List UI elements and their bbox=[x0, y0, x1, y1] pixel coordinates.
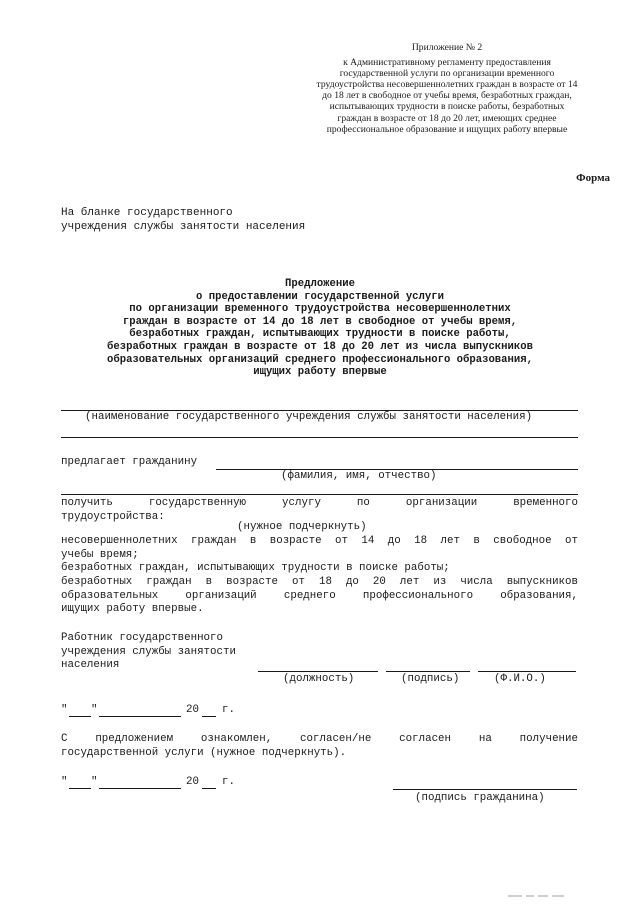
worker-label bbox=[61, 632, 236, 673]
date2-year-field[interactable] bbox=[202, 788, 216, 789]
title-line: по организации временного трудоустройства несовершеннолетних bbox=[129, 303, 511, 316]
date2-year-suffix: г. bbox=[222, 776, 235, 788]
footer-mark bbox=[508, 893, 578, 899]
appendix-line: трудоустройства несовершеннолетних граждан в возрасте от 14 bbox=[316, 79, 578, 91]
service-option-2[interactable]: безработных граждан, испытывающих трудности в поиске работы; bbox=[61, 562, 450, 574]
worker-position-field[interactable] bbox=[258, 671, 378, 672]
letterhead-line: учреждения службы занятости населения bbox=[61, 221, 306, 233]
appendix-line: испытывающих трудности в поиске работы, безработных bbox=[329, 101, 565, 113]
appendix-line: к Административному регламенту предоставления bbox=[343, 57, 551, 69]
citizen-name-caption: (фамилия, имя, отчество) bbox=[281, 470, 437, 482]
document-title bbox=[60, 278, 580, 379]
title-line: граждан в возрасте от 14 до 18 лет в свободное от учебы время, bbox=[122, 315, 518, 328]
date2-year-prefix: 20 bbox=[186, 776, 199, 788]
citizen-signature-field[interactable] bbox=[393, 789, 577, 790]
citizen-name-field-line2[interactable] bbox=[61, 494, 578, 495]
appendix-heading: Приложение № 2 bbox=[411, 42, 483, 53]
worker-label-line: Работник государственного bbox=[61, 632, 223, 644]
appendix-line: граждан в возрасте от 18 до 20 лет, имеющих среднее bbox=[337, 112, 557, 124]
service-option-1-line2[interactable]: учебы время; bbox=[61, 549, 139, 561]
institution-name-field-line2[interactable] bbox=[61, 437, 578, 438]
offer-prefix: предлагает гражданину bbox=[61, 456, 198, 468]
service-option-3-line2[interactable]: образовательных организаций среднего профессионального образования, bbox=[61, 590, 578, 602]
letterhead-note bbox=[61, 206, 305, 234]
worker-fullname-field[interactable] bbox=[478, 671, 576, 672]
underline-note: (нужное подчеркнуть) bbox=[237, 521, 367, 533]
signature-caption: (подпись) bbox=[401, 673, 460, 685]
fullname-caption: (Ф.И.О.) bbox=[494, 673, 546, 685]
appendix-line: профессиональное образование и ищущих работу впервые bbox=[326, 123, 568, 135]
date-day-field[interactable] bbox=[69, 716, 91, 717]
worker-label-line: населения bbox=[61, 659, 120, 671]
worker-label-line: учреждения службы занятости bbox=[61, 645, 236, 658]
date-year-field[interactable] bbox=[202, 716, 216, 717]
service-option-1-line1[interactable]: несовершеннолетних граждан в возрасте от 14 до 18 лет в свободное от bbox=[61, 535, 578, 547]
appendix-line: государственной услуги по организации временного bbox=[339, 68, 555, 80]
worker-signature-field[interactable] bbox=[386, 671, 470, 672]
date2-day-field[interactable] bbox=[69, 788, 91, 789]
form-label: Форма bbox=[576, 172, 610, 184]
title-line: безработных граждан, испытывающих трудности в поиске работы, bbox=[129, 328, 511, 341]
institution-caption: (наименование государственного учреждения службы занятости населения) bbox=[85, 411, 533, 423]
consent-line-2: государственной услуги (нужное подчеркнуть). bbox=[61, 747, 347, 759]
letterhead-line: На бланке государственного bbox=[61, 207, 233, 219]
position-caption: (должность) bbox=[283, 673, 355, 685]
date2-month-field[interactable] bbox=[99, 788, 181, 789]
title-line: о предоставлении государственной услуги bbox=[196, 290, 444, 303]
title-heading: Предложение bbox=[285, 278, 355, 290]
appendix-line: до 18 лет в свободное от учебы время, безработных граждан, bbox=[322, 90, 572, 102]
date-month-field[interactable] bbox=[99, 716, 181, 717]
title-line: безработных граждан в возрасте от 18 до 20 лет из числа выпускников bbox=[107, 340, 533, 353]
title-line: ищущих работу впервые bbox=[253, 366, 387, 379]
date-quote-open: " bbox=[61, 704, 68, 716]
service-option-3-line3[interactable]: ищущих работу впервые. bbox=[61, 603, 204, 615]
service-option-3-line1[interactable]: безработных граждан в возрасте от 18 до 20 лет из числа выпускников bbox=[61, 576, 578, 588]
date2-quote-open: " bbox=[61, 776, 68, 788]
date-quote-close: " bbox=[91, 704, 98, 716]
service-line-1: получить государственную услугу по организации временного bbox=[61, 497, 578, 509]
consent-line-1[interactable]: С предложением ознакомлен, согласен/не согласен на получение bbox=[61, 733, 578, 745]
service-line-2: трудоустройства: bbox=[61, 511, 165, 523]
title-line: образовательных организаций среднего профессионального образования, bbox=[107, 353, 533, 366]
citizen-signature-caption: (подпись гражданина) bbox=[415, 792, 545, 804]
appendix-block bbox=[300, 42, 594, 135]
date-year-suffix: г. bbox=[222, 704, 235, 716]
date2-quote-close: " bbox=[91, 776, 98, 788]
date-year-prefix: 20 bbox=[186, 704, 199, 716]
